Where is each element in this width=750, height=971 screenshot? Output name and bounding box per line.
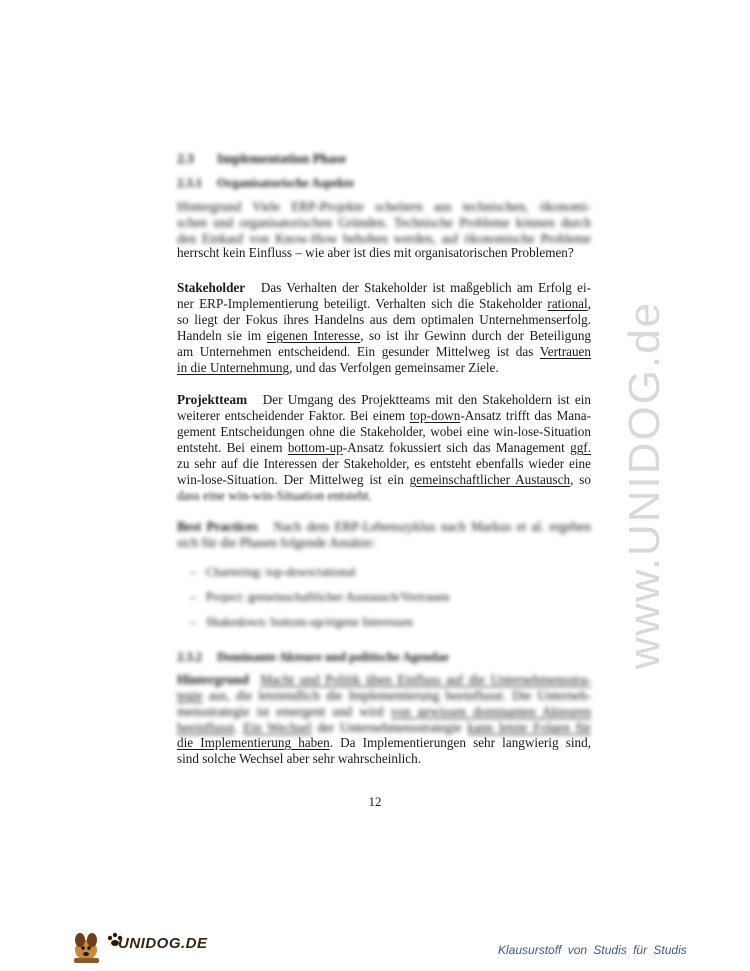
text: aus, die letztendlich die Implementierung beeinflusst. Die Unterneh- — [202, 688, 591, 703]
text: Das Verhalten der Stakeholder ist maßgeblich am Erfolg ei- — [260, 280, 591, 295]
underlined-term: Vertrauen — [539, 344, 591, 359]
subsection-heading-1 — [177, 176, 354, 191]
underlined-term: rational — [547, 296, 588, 311]
list-item: – Project: gemeinschaftlicher Austausch/Vertrauen — [190, 590, 450, 604]
text: , — [587, 296, 591, 311]
underlined-term: in die Unternehmung — [177, 360, 290, 375]
text: . Da Implementierungen sehr langwierig sind, — [329, 735, 591, 750]
text: -Ansatz trifft das Mana- — [460, 408, 592, 423]
underlined-term: eigenen Interesse — [266, 328, 361, 343]
text: der Unternehmensstrategie — [311, 720, 468, 735]
projektteam-line-6 — [177, 472, 591, 488]
projektteam-line-2 — [177, 408, 591, 424]
subsection-title: Dominante Akteure und politische Agendae — [217, 650, 449, 664]
hintergrund2-line-3 — [177, 704, 591, 720]
underlined-term: die Implementierung haben — [177, 735, 330, 750]
projektteam-heading: Projektteam — [177, 392, 248, 407]
list-item: – Shakedown: bottom-up/eigene Interessen — [190, 615, 413, 629]
list-item-text: Chartering: top-down/rational — [206, 565, 356, 579]
text: weiterer entscheidender Faktor. Bei einem — [177, 408, 410, 423]
underlined-term: kann letzte Folgen für — [467, 720, 591, 735]
stakeholder-line-3: so liegt der Fokus ihres Handelns aus dem optimalen Unternehmenserfolg. — [177, 312, 591, 327]
text: , so ist ihr Gewinn durch der Beteiligung — [360, 328, 592, 343]
bestpractices-heading: Best Practices — [177, 519, 258, 534]
text: Handeln sie im — [177, 328, 267, 343]
stakeholder-line-5 — [177, 344, 591, 360]
section-number: 2.3 — [177, 151, 194, 166]
list-item-text: Shakedown: bottom-up/eigene Interessen — [206, 615, 413, 629]
paragraph-line: Hintergrund Viele ERP-Projekte scheitern aus technischen, ökonomi- — [177, 199, 591, 214]
hintergrund2-line-4 — [177, 720, 591, 736]
underlined-term: Macht und Politik üben Einfluss auf die Unternehmensstra- — [260, 672, 591, 687]
hintergrund-heading: Hintergrund — [177, 672, 249, 687]
subsection-number: 2.3.1 — [177, 176, 202, 190]
footer-tagline: Klausurstoff von Studis für Studis — [498, 943, 687, 957]
logo-text: UNIDOG.DE — [118, 935, 208, 952]
text: mensstrategie ist emergent und wird — [177, 704, 391, 719]
underlined-term: von gewissen dominanten Akteuren — [390, 704, 591, 719]
underlined-term: gemeinschaftlicher Austausch — [409, 472, 571, 487]
hintergrund2-line-1 — [177, 672, 591, 688]
paragraph-line: den Einkauf von Know-How behoben werden, auf ökonomische Probleme — [177, 231, 591, 246]
underlined-term: beeinflusst — [177, 720, 235, 735]
projektteam-line-3: gement Entscheidungen ohne die Stakeholder, wobei eine win-lose-Situation — [177, 424, 591, 439]
watermark: www.UNIDOG.de — [620, 300, 669, 670]
stakeholder-line-6 — [177, 360, 591, 376]
bestpractices-line-1 — [177, 519, 591, 535]
stakeholder-line-1 — [177, 280, 591, 296]
stakeholder-line-2 — [177, 296, 591, 312]
text: Nach dem ERP-Lebenszyklus nach Markus et al. ergeben — [273, 519, 591, 534]
text: entsteht. Bei einem — [177, 440, 288, 455]
text: ner ERP-Implementierung beteiligt. Verhalten sich die Stakeholder — [177, 296, 548, 311]
subsection-title: Organisatorische Aspekte — [217, 176, 355, 190]
projektteam-line-5: zu sehr auf die Interessen der Stakeholder, es entsteht ebenfalls wieder eine — [177, 456, 591, 471]
paragraph-line: herrscht kein Einfluss – wie aber ist dies mit organisatorischen Problemen? — [177, 245, 574, 260]
paragraph-line: schen und organisatorischen Gründen. Technische Probleme können durch — [177, 215, 591, 230]
hintergrund2-line-2 — [177, 688, 591, 704]
list-item: – Chartering: top-down/rational — [190, 565, 356, 579]
text: -Ansatz fokussiert sich das Management — [342, 440, 571, 455]
section-title: Implementation Phase — [217, 151, 347, 166]
text: , so — [570, 472, 591, 487]
stakeholder-line-4 — [177, 328, 591, 344]
projektteam-line-7: dass eine win-win-Situation entsteht. — [177, 488, 372, 503]
hintergrund2-line-6: sind solche Wechsel aber sehr wahrscheinlich. — [177, 751, 422, 766]
hintergrund2-line-5 — [177, 735, 591, 751]
subsection-number: 2.3.2 — [177, 650, 202, 664]
text: win-lose-Situation. Der Mittelweg ist ein — [177, 472, 410, 487]
underlined-term: top-down — [409, 408, 461, 423]
projektteam-line-4 — [177, 440, 591, 456]
underlined-term: bottom-up — [287, 440, 343, 455]
page-number: 12 — [368, 794, 382, 809]
bestpractices-line-2: sich für die Phasen folgende Ansätze: — [177, 535, 376, 550]
text: . — [234, 720, 244, 735]
list-item-text: Project: gemeinschaftlicher Austausch/Vertrauen — [206, 590, 450, 604]
text: am Unternehmen entscheidend. Ein gesunder Mittelweg ist das — [177, 344, 540, 359]
text: , und das Verfolgen gemeinsamer Ziele. — [289, 360, 499, 375]
subsection-heading-2 — [177, 650, 449, 665]
underlined-term: ggf. — [570, 440, 591, 455]
text: Der Umgang des Projektteams mit den Stakeholdern ist ein — [262, 392, 592, 407]
projektteam-line-1 — [177, 392, 591, 408]
underlined-term: tegie — [177, 688, 203, 703]
underlined-term: Ein Wechsel — [243, 720, 312, 735]
stakeholder-heading: Stakeholder — [177, 280, 246, 295]
section-heading — [177, 151, 346, 167]
